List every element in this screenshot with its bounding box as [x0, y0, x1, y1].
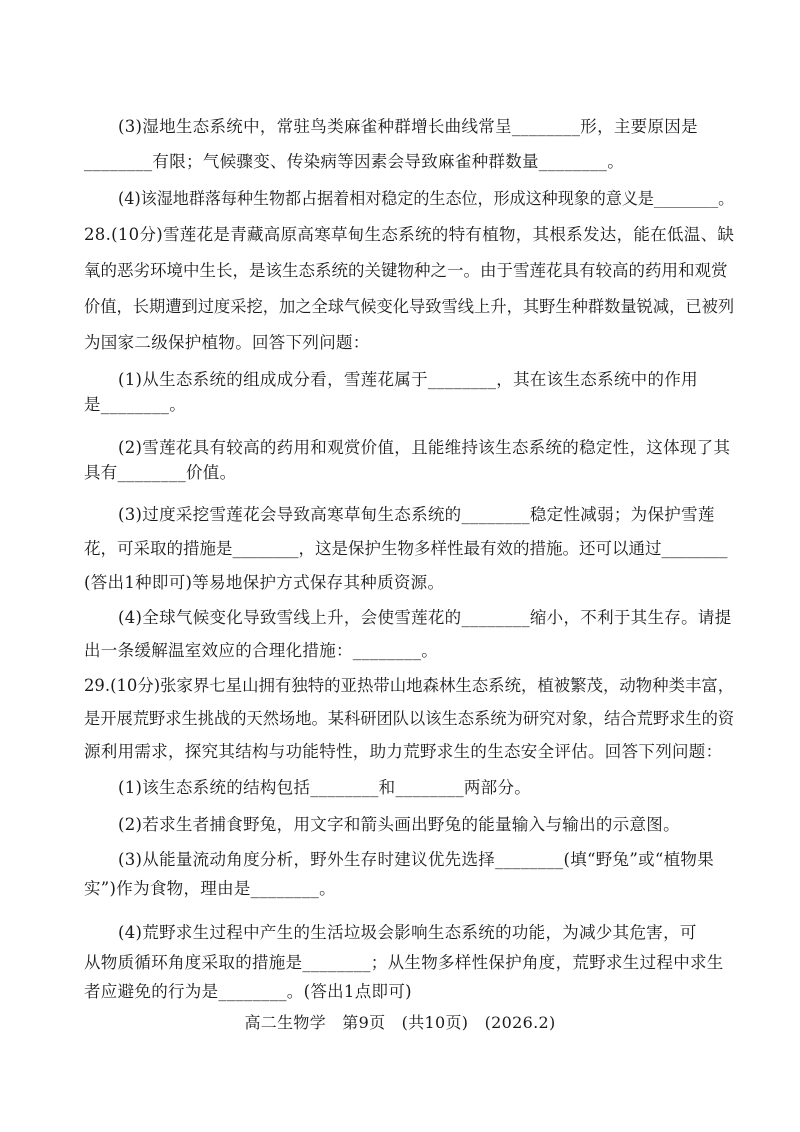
q29-stem-line-2: 是开展荒野求生挑战的天然场地。某科研团队以该生态系统为研究对象，结合荒野求生的资	[84, 709, 735, 728]
q28-1-line-1: (1)从生态系统的组成成分看，雪莲花属于________，其在该生态系统中的作用	[118, 370, 698, 389]
q29-2-line: (2)若求生者捕食野兔，用文字和箭头画出野兔的能量输入与输出的示意图。	[118, 815, 680, 834]
q29-3-line-2: 实”)作为食物，理由是________。	[84, 879, 336, 898]
q29-4-line-3: 者应避免的行为是________。(答出1点即可)	[84, 982, 412, 1001]
q27-3-line-1: (3)湿地生态系统中，常驻鸟类麻雀种群增长曲线常呈________形，主要原因是	[118, 117, 698, 136]
q27-3-line-2: ________有限；气候骤变、传染病等因素会导致麻雀种群数量________。	[84, 152, 624, 171]
q28-stem-line-3: 价值，长期遭到过度采挖，加之全球气候变化导致雪线上升，其野生种群数量锐减，已被列	[84, 297, 735, 316]
q28-4-line-1: (4)全球气候变化导致雪线上升，会使雪莲花的________缩小，不利于其生存。请提	[118, 608, 732, 627]
q29-1-line: (1)该生态系统的结构包括________和________两部分。	[118, 778, 532, 797]
q28-stem-line-4: 为国家二级保护植物。回答下列问题：	[84, 333, 370, 352]
q28-stem-line-1: 28.(10分)雪莲花是青藏高原高寒草甸生态系统的特有植物，其根系发达，能在低温、缺	[84, 225, 735, 244]
q29-4-line-2: 从物质循环角度采取的措施是________；从生物多样性保护角度，荒野求生过程中求生	[84, 953, 724, 972]
q28-3-line-2: 花，可采取的措施是________，这是保护生物多样性最有效的措施。还可以通过________	[84, 539, 728, 558]
q29-3-line-1: (3)从能量流动角度分析，野外生存时建议优先选择________(填“野兔”或“植物果	[118, 850, 715, 869]
q29-4-line-1: (4)荒野求生过程中产生的生活垃圾会影响生态系统的功能，为减少其危害，可	[118, 923, 697, 942]
q28-stem-line-2: 氧的恶劣环境中生长，是该生态系统的关键物种之一。由于雪莲花具有较高的药用和观赏	[84, 261, 728, 280]
q28-3-line-1: (3)过度采挖雪莲花会导致高寒草甸生态系统的________稳定性减弱；为保护雪莲	[118, 505, 715, 524]
q28-1-line-2: 是________。	[84, 395, 186, 414]
page-footer: 高二生物学 第9页 (共10页) (2026.2)	[244, 1013, 556, 1032]
q28-2-line-2: 具有________价值。	[84, 463, 237, 482]
q29-stem-line-3: 源利用需求，探究其结构与功能特性，助力荒野求生的生态安全评估。回答下列问题：	[84, 742, 723, 761]
q28-2-line-1: (2)雪莲花具有较高的药用和观赏价值，且能维持该生态系统的稳定性，这体现了其	[118, 438, 731, 457]
q28-3-line-3: (答出1种即可)等易地保护方式保存其种质资源。	[84, 573, 445, 592]
q27-4-line: (4)该湿地群落每种生物都占据着相对稳定的生态位，形成这种现象的意义是________。	[118, 189, 735, 208]
q28-4-line-2: 出一条缓解温室效应的合理化措施：________。	[84, 641, 438, 660]
q29-stem-line-1: 29.(10分)张家界七星山拥有独特的亚热带山地森林生态系统，植被繁茂，动物种类丰富，	[84, 676, 735, 695]
